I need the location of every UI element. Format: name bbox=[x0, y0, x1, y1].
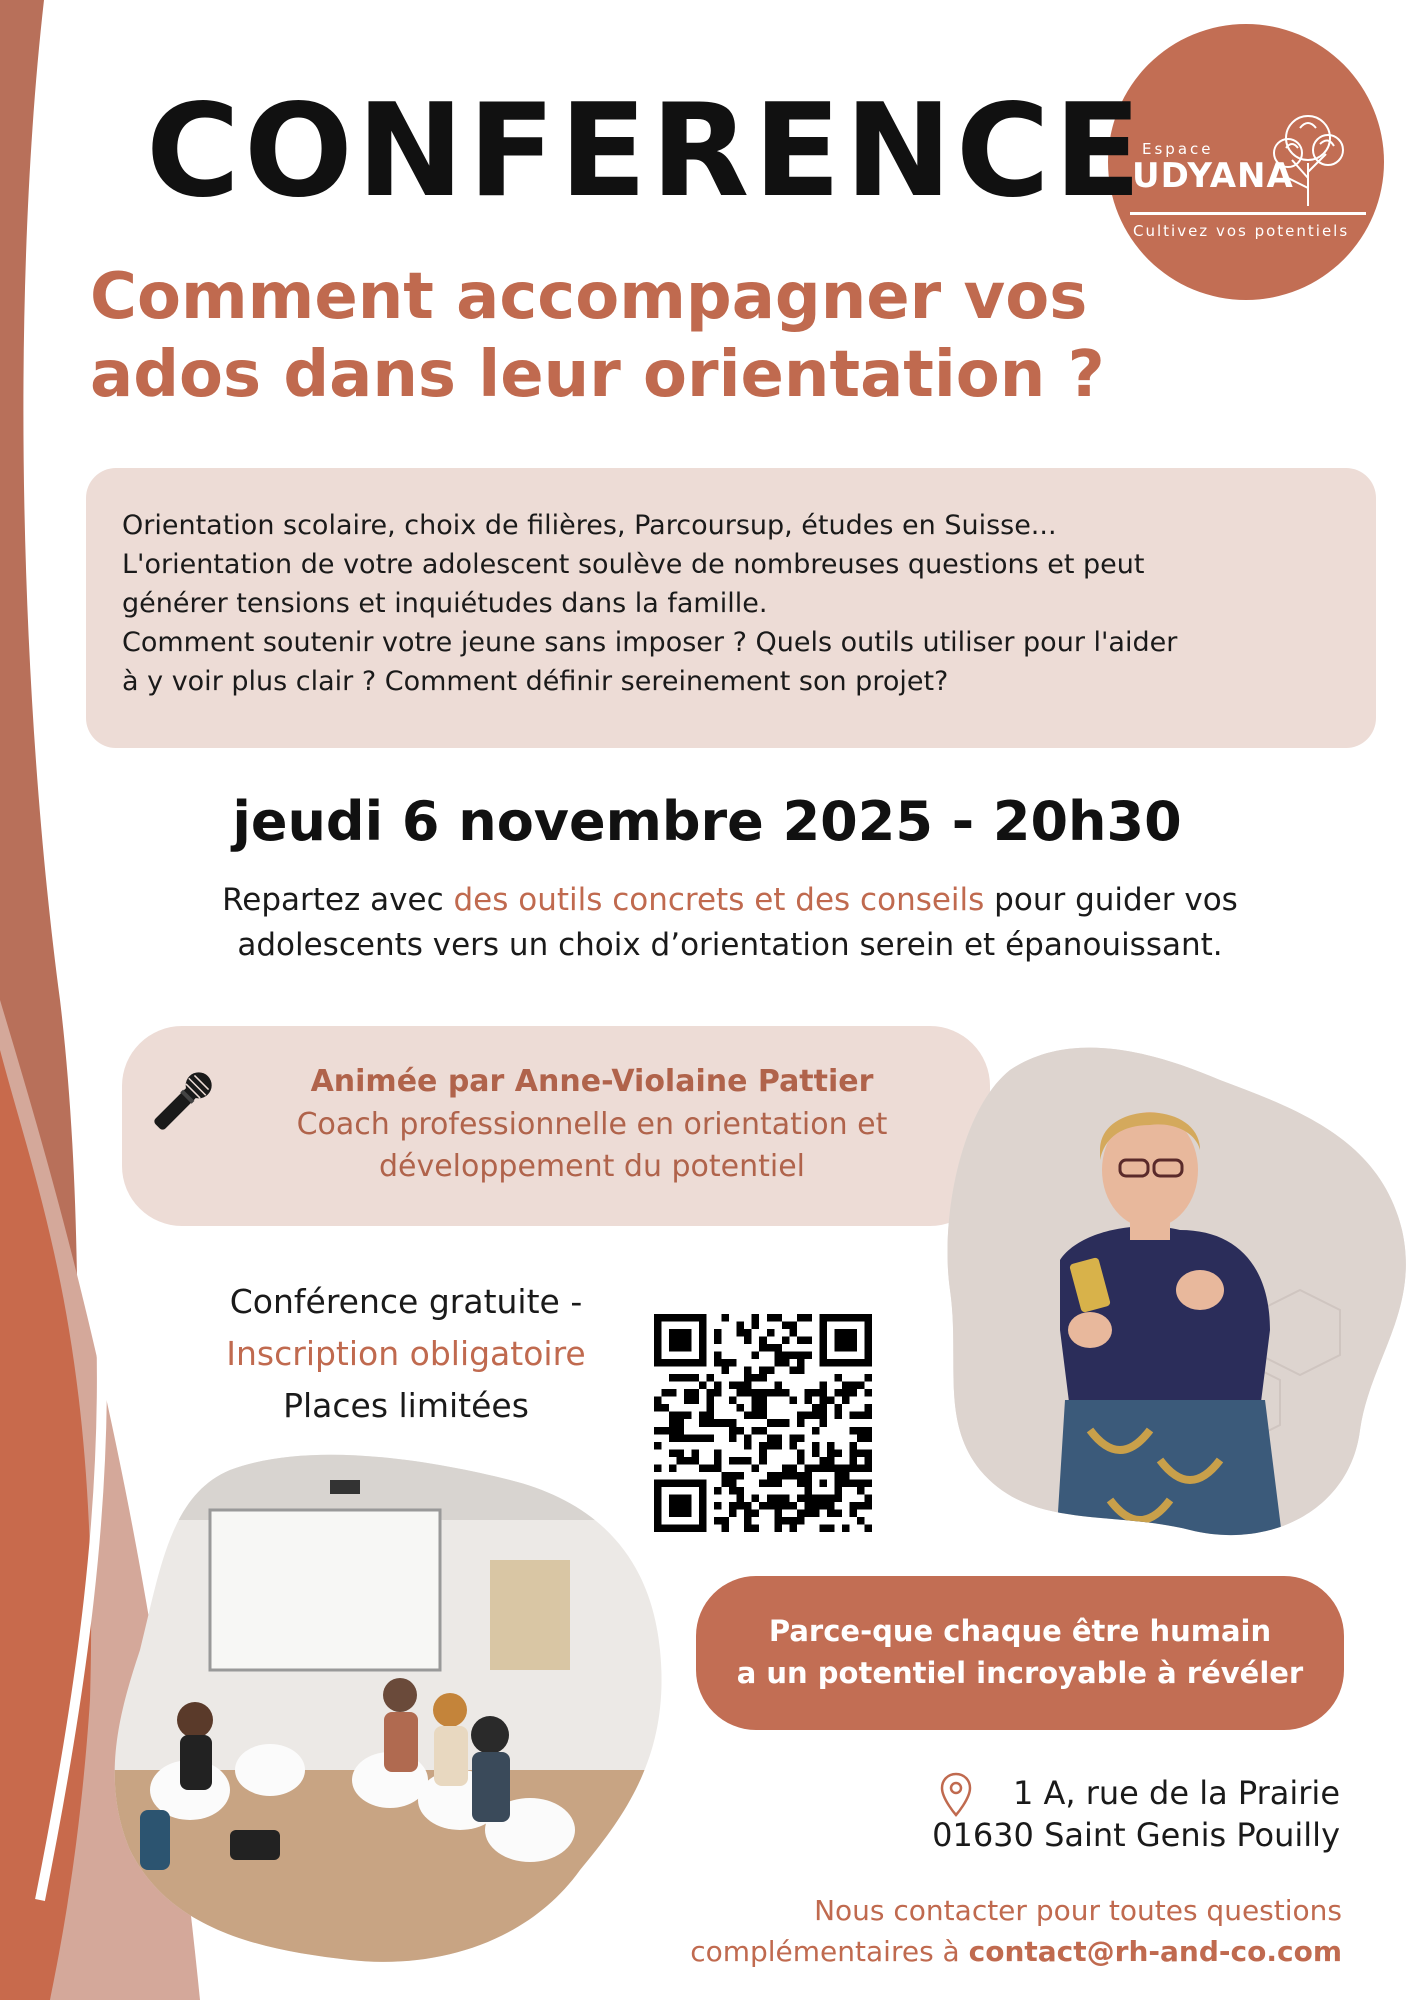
tree-icon bbox=[1258, 108, 1358, 208]
speaker-text bbox=[212, 1060, 972, 1188]
tagline-line-2: adolescents vers un choix d’orientation serein et épanouissant. bbox=[237, 927, 1223, 963]
motto-line-2: a un potentiel incroyable à révéler bbox=[736, 1656, 1304, 1690]
event-subtitle bbox=[90, 258, 1150, 414]
address-line-1: 1 A, rue de la Prairie bbox=[1012, 1774, 1340, 1812]
subtitle-line-2: ados dans leur orientation ? bbox=[90, 338, 1105, 412]
info-line-3: Places limitées bbox=[283, 1386, 529, 1425]
motto-banner bbox=[696, 1576, 1344, 1730]
logo-brand: UDYANA bbox=[1132, 156, 1294, 196]
event-date: jeudi 6 novembre 2025 - 20h30 bbox=[232, 790, 1182, 853]
contact-line-1: Nous contacter pour toutes questions bbox=[814, 1894, 1342, 1927]
map-pin-icon bbox=[940, 1772, 972, 1818]
intro-line: à y voir plus clair ? Comment définir sereinement son projet? bbox=[122, 666, 949, 697]
speaker-name: Animée par Anne-Violaine Pattier bbox=[310, 1064, 874, 1099]
intro-line: L'orientation de votre adolescent soulève de nombreuses questions et peut bbox=[122, 549, 1145, 580]
intro-line: générer tensions et inquiétudes dans la famille. bbox=[122, 588, 768, 619]
contact-line-2 bbox=[560, 1931, 1342, 1972]
page-title: CONFERENCE bbox=[146, 77, 1146, 226]
tagline-line-1 bbox=[150, 878, 1310, 923]
tagline-before: Repartez avec bbox=[222, 882, 454, 918]
tagline-after: pour guider vos bbox=[984, 882, 1238, 918]
contact-email-link[interactable]: contact@rh-and-co.com bbox=[968, 1935, 1342, 1968]
logo-prefix: Espace bbox=[1142, 140, 1214, 158]
tagline-highlight: des outils concrets et des conseils bbox=[453, 882, 985, 918]
address bbox=[880, 1772, 1340, 1856]
intro-line: Comment soutenir votre jeune sans imposer ? Quels outils utiliser pour l'aider bbox=[122, 627, 1178, 658]
info-line-2: Inscription obligatoire bbox=[226, 1334, 586, 1373]
speaker-photo bbox=[940, 1030, 1414, 1560]
logo-tagline: Cultivez vos potentiels bbox=[1133, 222, 1350, 240]
logo-divider bbox=[1130, 212, 1366, 215]
contact-info bbox=[560, 1890, 1342, 1972]
contact-prefix: complémentaires à bbox=[690, 1935, 969, 1968]
speaker-role-line-2: développement du potentiel bbox=[378, 1149, 806, 1184]
subtitle-line-1: Comment accompagner vos bbox=[90, 260, 1088, 334]
intro-line: Orientation scolaire, choix de filières, Parcoursup, études en Suisse... bbox=[122, 510, 1057, 541]
motto-line-1: Parce-que chaque être humain bbox=[768, 1614, 1272, 1648]
microphone-icon bbox=[142, 1064, 220, 1142]
speaker-box bbox=[122, 1026, 990, 1226]
intro-box bbox=[86, 468, 1376, 748]
speaker-role-line-1: Coach professionnelle en orientation et bbox=[296, 1107, 888, 1142]
info-line-1: Conférence gratuite - bbox=[229, 1282, 583, 1321]
event-tagline bbox=[150, 878, 1310, 968]
registration-info bbox=[176, 1276, 636, 1432]
address-line-2: 01630 Saint Genis Pouilly bbox=[932, 1816, 1340, 1854]
qr-code[interactable] bbox=[654, 1314, 872, 1532]
